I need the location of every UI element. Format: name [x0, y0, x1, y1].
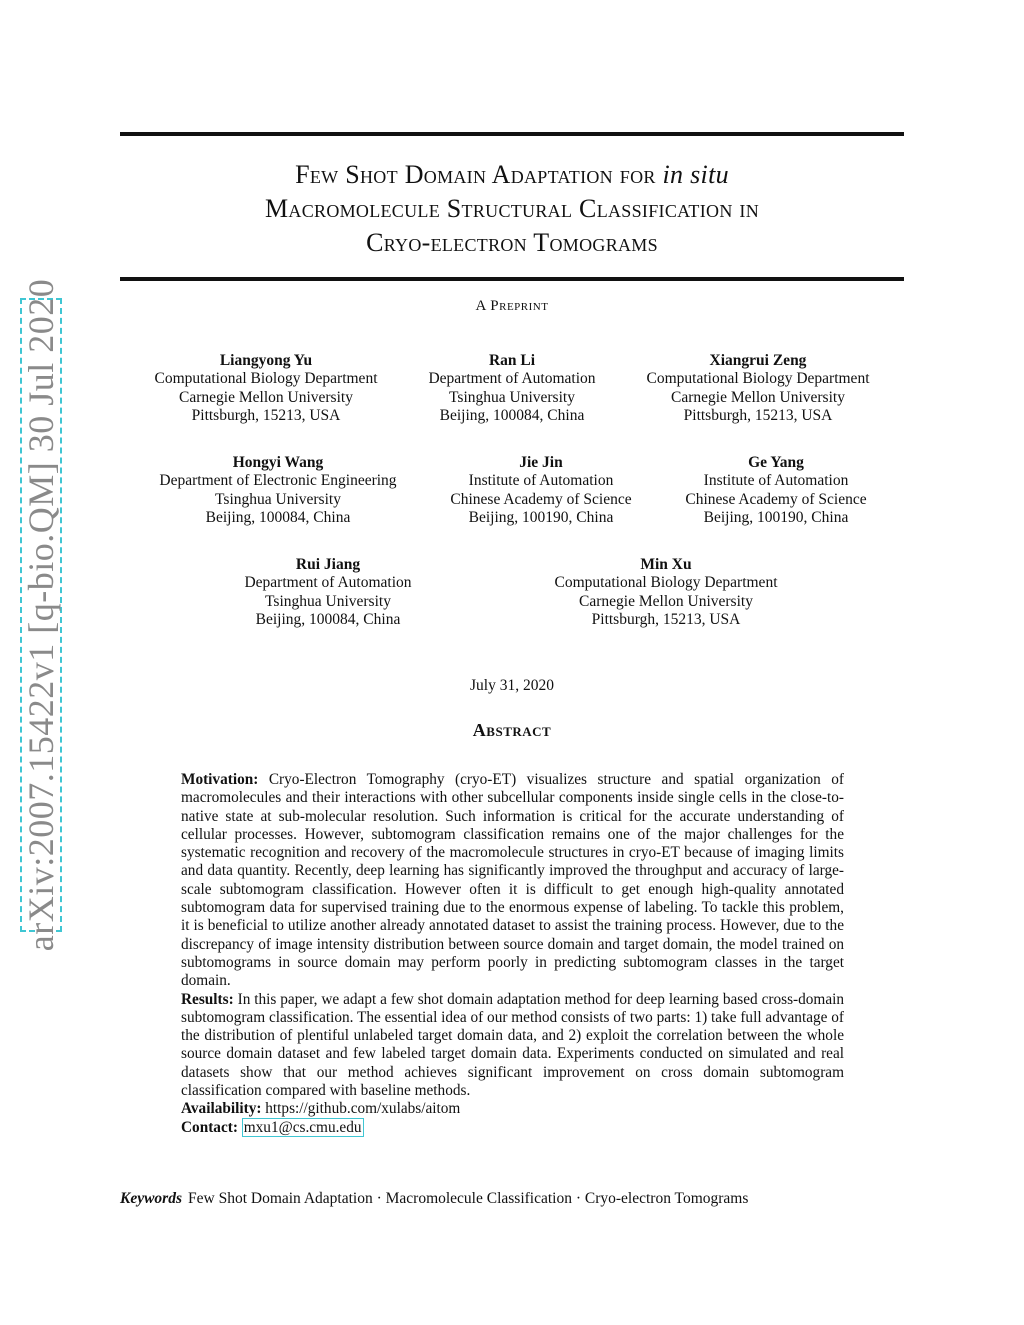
contact-label: Contact:	[181, 1118, 238, 1136]
author-block	[412, 352, 612, 425]
author-block	[228, 556, 428, 629]
motivation-label: Motivation:	[181, 771, 259, 788]
author-affiliation: Department of Electronic Engineering	[159, 472, 397, 490]
author-affiliation: Carnegie Mellon University	[671, 388, 845, 406]
title-top-rule	[120, 132, 904, 136]
author-affiliation: Department of Automation	[428, 370, 596, 388]
title-line-1: Few Shot Domain Adaptation for	[295, 160, 656, 189]
arxiv-stamp[interactable]	[20, 278, 62, 952]
author-block	[150, 454, 406, 527]
author-affiliation: Pittsburgh, 15213, USA	[683, 406, 833, 424]
author-affiliation: Beijing, 100190, China	[703, 508, 849, 526]
author-affiliation: Computational Biology Department	[154, 370, 378, 388]
author-affiliation: Institute of Automation	[703, 472, 849, 490]
author-affiliation: Beijing, 100084, China	[439, 406, 585, 424]
paper-title	[120, 158, 904, 260]
keywords	[120, 1190, 748, 1208]
author-name: Ran Li	[488, 352, 536, 369]
author-block	[676, 454, 876, 527]
author-name: Xiangrui Zeng	[709, 352, 807, 369]
author-block	[546, 556, 786, 629]
author-affiliation: Beijing, 100190, China	[468, 508, 614, 526]
abstract-heading: Abstract	[472, 720, 552, 740]
title-line-1-italic: in situ	[662, 160, 729, 189]
availability-paragraph	[181, 1100, 844, 1118]
results-text: In this paper, we adapt a few shot domain adaptation method for deep learning based cross-domain subtomogram classification. The essential idea of our method consists of two parts: 1) take full advantage of the distribution of plentiful unlabeled target domain data, and 2) exploit the correlation between the whole source domain dataset and few labeled target domain data. Experiments conducted on simulated and real datasets show that our method achieves significant improvement on cross domain subtomogram classification compared with baseline methods.	[181, 990, 845, 1100]
arxiv-stamp-text: arXiv:2007.15422v1 [q-bio.QM] 30 Jul 2020	[21, 278, 61, 952]
availability-label: Availability:	[181, 1100, 262, 1118]
abstract-body	[181, 771, 844, 1137]
author-affiliation: Tsinghua University	[449, 388, 575, 406]
author-affiliation: Computational Biology Department	[646, 370, 870, 388]
author-affiliation: Institute of Automation	[468, 472, 614, 490]
author-affiliation: Chinese Academy of Science	[685, 490, 867, 508]
author-block	[441, 454, 641, 527]
author-affiliation: Beijing, 100084, China	[255, 610, 401, 628]
author-affiliation: Carnegie Mellon University	[579, 592, 753, 610]
author-affiliation: Carnegie Mellon University	[179, 388, 353, 406]
title-bottom-rule	[120, 277, 904, 281]
author-affiliation: Department of Automation	[244, 574, 412, 592]
keywords-text: Few Shot Domain Adaptation · Macromolecule Classification · Cryo-electron Tomograms	[188, 1190, 749, 1207]
results-label: Results:	[181, 990, 234, 1008]
author-block	[146, 352, 386, 425]
author-name: Hongyi Wang	[232, 454, 324, 471]
keywords-label: Keywords	[120, 1190, 182, 1207]
author-name: Min Xu	[640, 556, 692, 573]
author-affiliation: Computational Biology Department	[554, 574, 778, 592]
author-name: Liangyong Yu	[219, 352, 313, 369]
contact-paragraph	[181, 1119, 844, 1137]
motivation-paragraph	[181, 771, 844, 991]
title-line-2: Macromolecule Structural Classification in	[264, 194, 760, 223]
publication-date: July 31, 2020	[470, 677, 554, 694]
author-affiliation: Pittsburgh, 15213, USA	[591, 610, 741, 628]
author-name: Jie Jin	[519, 454, 563, 471]
availability-url: https://github.com/xulabs/aitom	[265, 1100, 461, 1118]
author-affiliation: Chinese Academy of Science	[450, 490, 632, 508]
author-name: Ge Yang	[748, 454, 804, 471]
title-line-3: Cryo-electron Tomograms	[366, 228, 658, 257]
results-paragraph	[181, 991, 844, 1101]
author-affiliation: Tsinghua University	[265, 592, 391, 610]
author-affiliation: Tsinghua University	[215, 490, 341, 508]
author-name: Rui Jiang	[295, 556, 361, 573]
motivation-text: Cryo-Electron Tomography (cryo-ET) visualizes structure and spatial organization of macromolecules and their interactions with other subcellular components inside single cells in the close-to-native state at sub-molecular resolution. Such information is critical for the accurate understanding of cellular processes. However, subtomogram classification remains one of the major challenges for the systematic recognition and recovery of the macromolecule structures in cryo-ET because of imaging limits and data quantity. Recently, deep learning has significantly improved the throughput and accuracy of large-scale subtomogram classification. However often it is difficult to get enough high-quality annotated subtomogram data for supervised training due to the enormous expense of labeling. To tackle this problem, it is beneficial to utilize another already annotated dataset to assist the training process. However, due to the discrepancy of image intensity distribution between source domain and target domain, the model trained on subtomograms in source domain may perform poorly in predicting subtomogram classes in the target domain.	[181, 771, 844, 990]
author-affiliation: Pittsburgh, 15213, USA	[191, 406, 341, 424]
contact-email-link[interactable]: mxu1@cs.cmu.edu	[243, 1118, 362, 1136]
author-affiliation: Beijing, 100084, China	[205, 508, 351, 526]
author-block	[638, 352, 878, 425]
preprint-label: A Preprint	[475, 298, 549, 314]
